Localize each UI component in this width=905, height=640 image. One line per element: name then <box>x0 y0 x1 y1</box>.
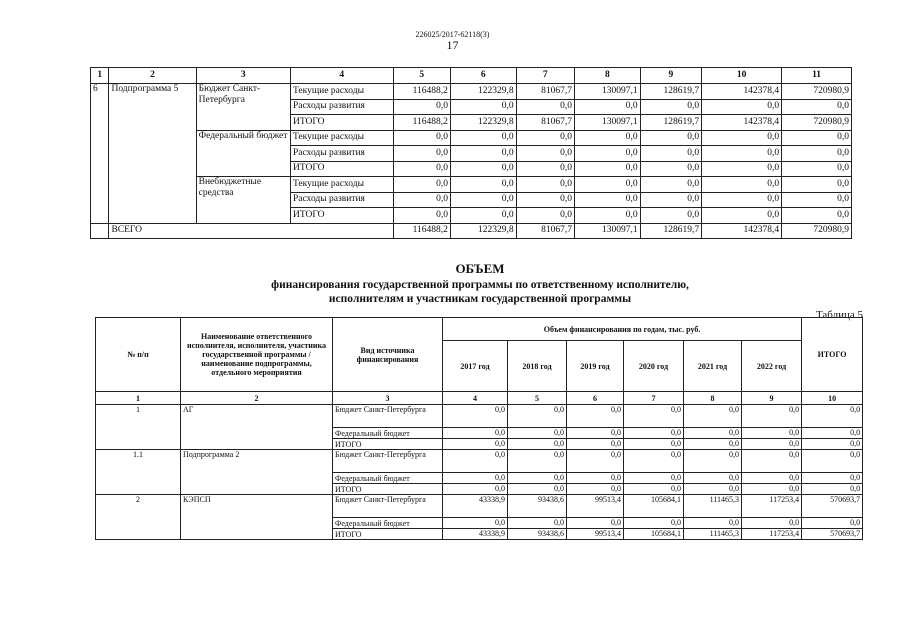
value-cell: 0,0 <box>624 473 684 484</box>
funding-source: ИТОГО <box>333 484 443 495</box>
value-cell: 0,0 <box>782 146 852 162</box>
value-cell: 0,0 <box>624 484 684 495</box>
value-cell: 0,0 <box>640 192 702 208</box>
value-cell: 0,0 <box>802 518 863 529</box>
value-cell: 0,0 <box>516 192 574 208</box>
value-cell: 81067,7 <box>516 84 574 100</box>
column-number: 8 <box>575 68 641 84</box>
value-cell: 0,0 <box>702 99 782 115</box>
value-cell: 105684,1 <box>624 495 684 518</box>
value-cell: 43338,9 <box>443 529 508 540</box>
column-number: 10 <box>802 392 863 405</box>
value-cell: 0,0 <box>393 192 450 208</box>
value-cell: 0,0 <box>684 428 742 439</box>
column-number-row <box>96 392 863 405</box>
column-number: 5 <box>393 68 450 84</box>
value-cell: 720980,9 <box>782 115 852 131</box>
value-cell: 0,0 <box>443 484 508 495</box>
total-row <box>91 223 852 239</box>
value-cell: 93438,6 <box>508 529 567 540</box>
year-header: 2017 год <box>443 341 508 392</box>
value-cell: 0,0 <box>443 428 508 439</box>
column-number: 3 <box>333 392 443 405</box>
value-cell: 0,0 <box>567 439 624 450</box>
total-label: ВСЕГО <box>109 223 393 239</box>
value-cell: 0,0 <box>702 208 782 224</box>
column-number: 3 <box>196 68 290 84</box>
funding-source: Бюджет Санкт-Петербурга <box>333 405 443 428</box>
funding-source: Федеральный бюджет <box>333 473 443 484</box>
value-cell: 0,0 <box>684 518 742 529</box>
value-cell: 0,0 <box>575 208 641 224</box>
column-number: 8 <box>684 392 742 405</box>
value-cell: 0,0 <box>802 405 863 428</box>
total-value: 720980,9 <box>782 223 852 239</box>
value-cell: 0,0 <box>575 99 641 115</box>
value-cell: 99513,4 <box>567 495 624 518</box>
year-header: 2021 год <box>684 341 742 392</box>
item-name: Подпрограмма 2 <box>181 450 333 495</box>
value-cell: 0,0 <box>684 484 742 495</box>
column-number: 7 <box>516 68 574 84</box>
value-cell: 0,0 <box>516 130 574 146</box>
column-number: 4 <box>443 392 508 405</box>
value-cell: 0,0 <box>640 161 702 177</box>
table-row <box>96 495 863 518</box>
value-cell: 0,0 <box>742 450 802 473</box>
header-source: Вид источника финансирования <box>333 318 443 392</box>
funding-source: Федеральный бюджет <box>196 130 290 177</box>
value-cell: 142378,4 <box>702 115 782 131</box>
value-cell: 0,0 <box>802 473 863 484</box>
value-cell: 0,0 <box>640 130 702 146</box>
value-cell: 0,0 <box>702 177 782 193</box>
value-cell: 0,0 <box>782 177 852 193</box>
item-number: 2 <box>96 495 181 540</box>
value-cell: 0,0 <box>802 439 863 450</box>
header-volume: Объем финансирования по годам, тыс. руб. <box>443 318 802 341</box>
section-subtitle-line1: финансирования государственной программы по ответственному исполнителю, <box>271 279 689 291</box>
value-cell: 0,0 <box>624 428 684 439</box>
value-cell: 111465,3 <box>684 495 742 518</box>
value-cell: 0,0 <box>684 450 742 473</box>
value-cell: 0,0 <box>782 130 852 146</box>
value-cell: 0,0 <box>802 428 863 439</box>
expense-type: Расходы развития <box>290 146 393 162</box>
value-cell: 128619,7 <box>640 115 702 131</box>
value-cell: 0,0 <box>742 428 802 439</box>
total-value: 116488,2 <box>393 223 450 239</box>
value-cell: 122329,8 <box>450 115 516 131</box>
value-cell: 0,0 <box>684 439 742 450</box>
value-cell: 0,0 <box>443 518 508 529</box>
funding-source: Федеральный бюджет <box>333 428 443 439</box>
value-cell: 0,0 <box>742 439 802 450</box>
value-cell: 0,0 <box>567 450 624 473</box>
value-cell: 0,0 <box>450 208 516 224</box>
value-cell: 570693,7 <box>802 529 863 540</box>
header-total: ИТОГО <box>802 318 863 392</box>
table-row <box>91 177 852 193</box>
funding-source: Внебюджетные средства <box>196 177 290 224</box>
total-value: 130097,1 <box>575 223 641 239</box>
table-row <box>96 450 863 473</box>
expense-type: Расходы развития <box>290 192 393 208</box>
expense-type: ИТОГО <box>290 115 393 131</box>
page-number: 17 <box>446 38 459 52</box>
financing-table-top <box>90 67 852 239</box>
value-cell: 0,0 <box>567 518 624 529</box>
value-cell: 0,0 <box>702 161 782 177</box>
value-cell: 570693,7 <box>802 495 863 518</box>
column-number: 9 <box>640 68 702 84</box>
value-cell: 0,0 <box>450 130 516 146</box>
value-cell: 0,0 <box>450 99 516 115</box>
value-cell: 0,0 <box>516 177 574 193</box>
value-cell: 0,0 <box>450 192 516 208</box>
value-cell: 0,0 <box>443 439 508 450</box>
value-cell: 117253,4 <box>742 529 802 540</box>
column-number: 5 <box>508 392 567 405</box>
value-cell: 0,0 <box>575 161 641 177</box>
funding-source: ИТОГО <box>333 439 443 450</box>
column-number: 4 <box>290 68 393 84</box>
value-cell: 0,0 <box>802 484 863 495</box>
value-cell: 105684,1 <box>624 529 684 540</box>
column-number-row <box>91 68 852 84</box>
value-cell: 116488,2 <box>393 84 450 100</box>
value-cell: 111465,3 <box>684 529 742 540</box>
value-cell: 0,0 <box>393 161 450 177</box>
total-value: 128619,7 <box>640 223 702 239</box>
value-cell: 0,0 <box>575 192 641 208</box>
value-cell: 0,0 <box>516 146 574 162</box>
value-cell: 0,0 <box>575 177 641 193</box>
column-number: 2 <box>181 392 333 405</box>
value-cell: 0,0 <box>684 405 742 428</box>
section-title: ОБЪЕМ <box>455 261 505 276</box>
value-cell: 128619,7 <box>640 84 702 100</box>
total-value: 142378,4 <box>702 223 782 239</box>
header-row <box>96 318 863 341</box>
value-cell: 0,0 <box>782 99 852 115</box>
column-number: 6 <box>567 392 624 405</box>
value-cell: 0,0 <box>575 130 641 146</box>
funding-source: Бюджет Санкт-Петербурга <box>333 495 443 518</box>
value-cell: 0,0 <box>624 405 684 428</box>
value-cell: 0,0 <box>508 450 567 473</box>
value-cell: 0,0 <box>567 473 624 484</box>
value-cell: 0,0 <box>802 450 863 473</box>
value-cell: 0,0 <box>508 518 567 529</box>
expense-type: Текущие расходы <box>290 84 393 100</box>
year-header: 2018 год <box>508 341 567 392</box>
expense-type: Текущие расходы <box>290 130 393 146</box>
value-cell: 0,0 <box>640 208 702 224</box>
financing-table-executors <box>95 317 863 540</box>
total-value: 81067,7 <box>516 223 574 239</box>
value-cell: 0,0 <box>443 473 508 484</box>
value-cell: 0,0 <box>702 130 782 146</box>
value-cell: 0,0 <box>516 161 574 177</box>
table-row <box>91 130 852 146</box>
value-cell: 0,0 <box>567 428 624 439</box>
item-number: 1.1 <box>96 450 181 495</box>
value-cell: 0,0 <box>508 484 567 495</box>
value-cell: 0,0 <box>508 428 567 439</box>
value-cell: 0,0 <box>393 130 450 146</box>
value-cell: 0,0 <box>684 473 742 484</box>
document-code: 226025/2017-62118(3) <box>415 30 490 39</box>
value-cell: 0,0 <box>742 473 802 484</box>
table-row <box>91 84 852 100</box>
value-cell: 142378,4 <box>702 84 782 100</box>
funding-source: ИТОГО <box>333 529 443 540</box>
value-cell: 0,0 <box>782 161 852 177</box>
value-cell: 0,0 <box>742 484 802 495</box>
value-cell: 0,0 <box>508 439 567 450</box>
funding-source: Бюджет Санкт-Петербурга <box>333 450 443 473</box>
value-cell: 0,0 <box>443 405 508 428</box>
header-name: Наименование ответственного исполнителя, исполнителя, участника государственной программы / наименование подпрограммы, отдельного мероприятия <box>181 318 333 392</box>
value-cell: 0,0 <box>575 146 641 162</box>
value-cell: 99513,4 <box>567 529 624 540</box>
funding-source: Бюджет Санкт-Петербурга <box>196 84 290 131</box>
value-cell: 0,0 <box>450 177 516 193</box>
value-cell: 0,0 <box>567 405 624 428</box>
value-cell: 0,0 <box>393 208 450 224</box>
value-cell: 720980,9 <box>782 84 852 100</box>
program-name: Подпрограмма 5 <box>109 84 196 224</box>
column-number: 9 <box>742 392 802 405</box>
column-number: 7 <box>624 392 684 405</box>
header-number: № п/п <box>96 318 181 392</box>
column-number: 2 <box>109 68 196 84</box>
value-cell: 0,0 <box>508 473 567 484</box>
value-cell: 122329,8 <box>450 84 516 100</box>
value-cell: 0,0 <box>742 518 802 529</box>
value-cell: 0,0 <box>782 192 852 208</box>
item-name: КЭПСП <box>181 495 333 540</box>
value-cell: 0,0 <box>702 146 782 162</box>
row-number: 6 <box>91 84 109 224</box>
funding-source: Федеральный бюджет <box>333 518 443 529</box>
expense-type: Текущие расходы <box>290 177 393 193</box>
expense-type: Расходы развития <box>290 99 393 115</box>
value-cell: 0,0 <box>640 99 702 115</box>
expense-type: ИТОГО <box>290 208 393 224</box>
value-cell: 0,0 <box>393 99 450 115</box>
value-cell: 0,0 <box>393 177 450 193</box>
year-header: 2022 год <box>742 341 802 392</box>
value-cell: 0,0 <box>516 99 574 115</box>
value-cell: 0,0 <box>516 208 574 224</box>
value-cell: 0,0 <box>640 177 702 193</box>
value-cell: 0,0 <box>742 405 802 428</box>
column-number: 11 <box>782 68 852 84</box>
value-cell: 117253,4 <box>742 495 802 518</box>
table-row <box>96 405 863 428</box>
value-cell: 0,0 <box>624 439 684 450</box>
value-cell: 130097,1 <box>575 84 641 100</box>
column-number: 10 <box>702 68 782 84</box>
value-cell: 0,0 <box>640 146 702 162</box>
expense-type: ИТОГО <box>290 161 393 177</box>
total-value: 122329,8 <box>450 223 516 239</box>
value-cell: 0,0 <box>450 161 516 177</box>
value-cell: 0,0 <box>702 192 782 208</box>
value-cell: 0,0 <box>567 484 624 495</box>
item-name: АГ <box>181 405 333 450</box>
value-cell: 81067,7 <box>516 115 574 131</box>
value-cell: 130097,1 <box>575 115 641 131</box>
column-number: 1 <box>96 392 181 405</box>
value-cell: 0,0 <box>393 146 450 162</box>
value-cell: 0,0 <box>624 518 684 529</box>
year-header: 2019 год <box>567 341 624 392</box>
value-cell: 0,0 <box>450 146 516 162</box>
year-header: 2020 год <box>624 341 684 392</box>
value-cell: 0,0 <box>782 208 852 224</box>
value-cell: 0,0 <box>624 450 684 473</box>
value-cell: 116488,2 <box>393 115 450 131</box>
value-cell: 93438,6 <box>508 495 567 518</box>
column-number: 6 <box>450 68 516 84</box>
section-subtitle-line2: исполнителям и участникам государственной программы <box>328 293 632 305</box>
table-label: Таблица 5 <box>815 309 863 321</box>
value-cell: 43338,9 <box>443 495 508 518</box>
item-number: 1 <box>96 405 181 450</box>
value-cell: 0,0 <box>508 405 567 428</box>
column-number: 1 <box>91 68 109 84</box>
value-cell: 0,0 <box>443 450 508 473</box>
